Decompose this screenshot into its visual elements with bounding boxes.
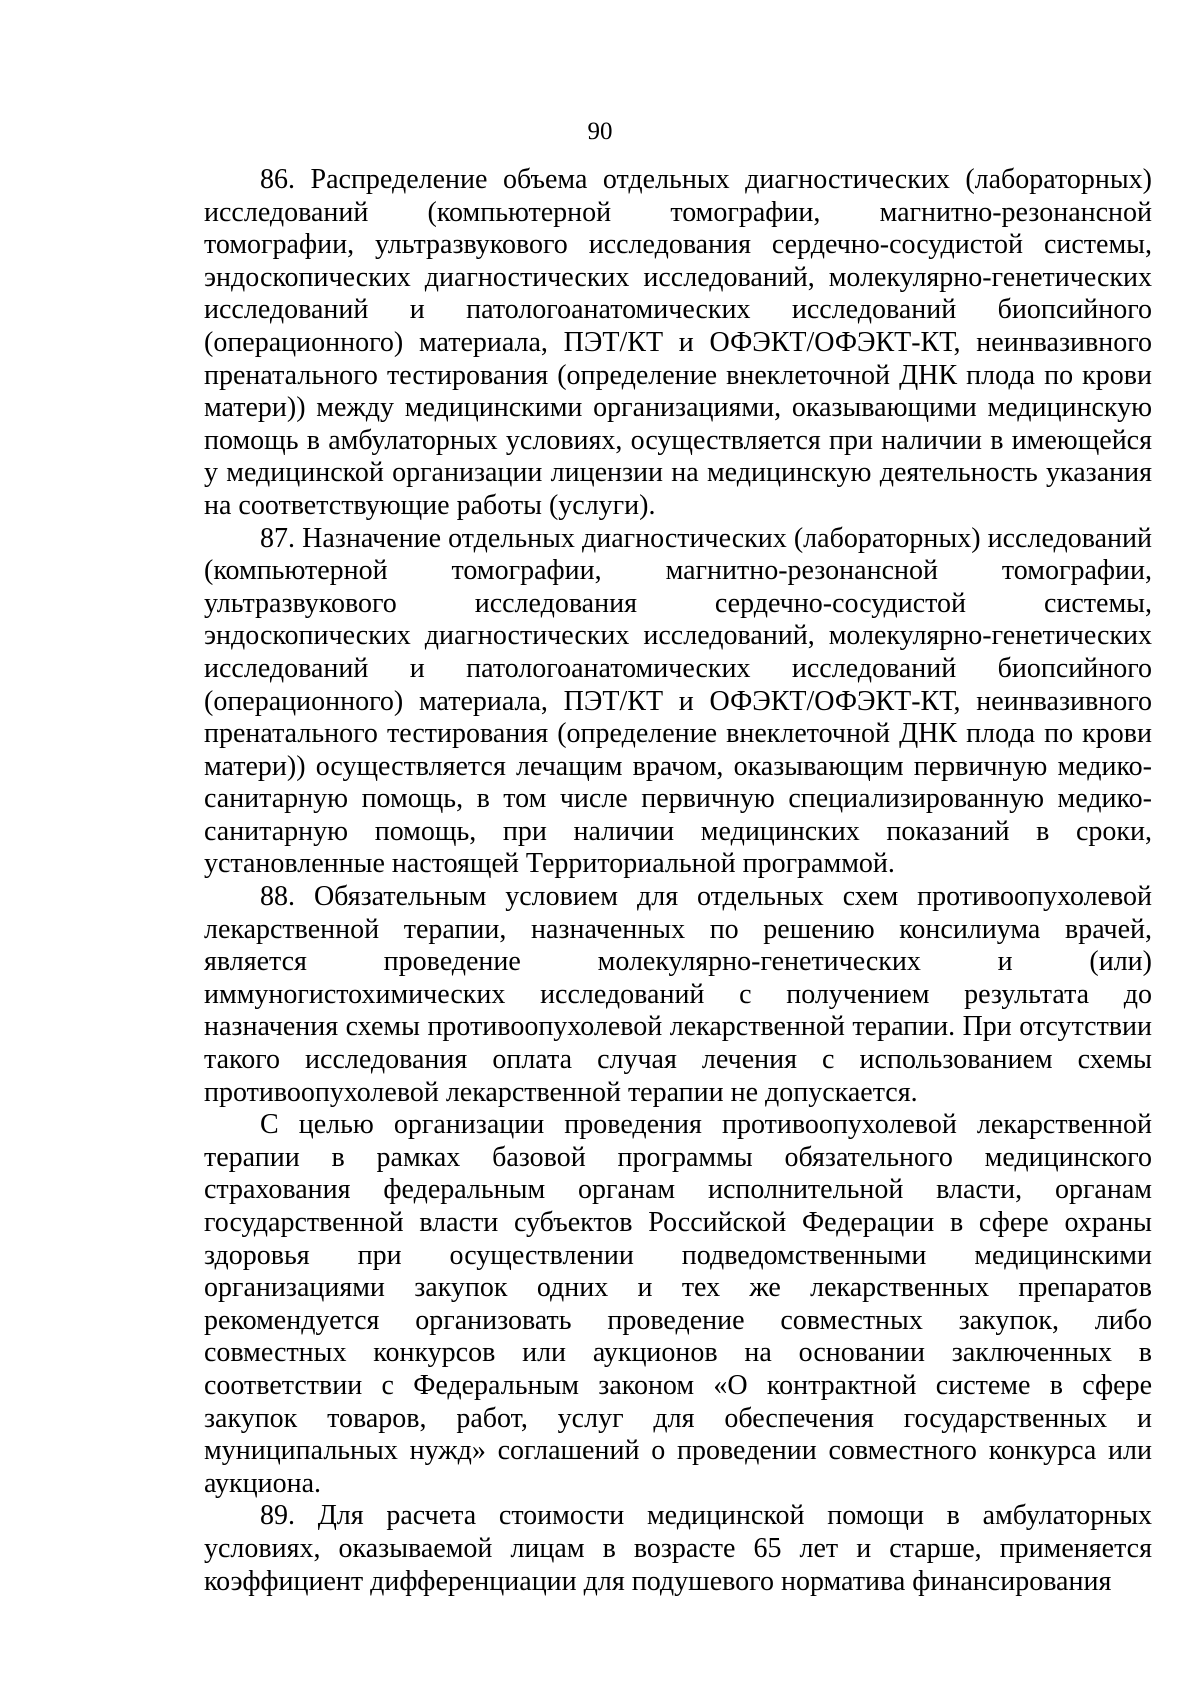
paragraph-88: 88. Обязательным условием для отдельных схем противоопухолевой лекарственной терапии, назначенных по решению консилиума врачей, является проведение молекулярно-генетических и (или) иммуногистохимических исследований с получением результата до назначения схемы противоопухолевой лекарственной терапии. При отсутствии такого исследования оплата случая лечения с использованием схемы противоопухолевой лекарственной терапии не допускается. bbox=[204, 881, 1152, 1108]
paragraph-88-continued: С целью организации проведения противоопухолевой лекарственной терапии в рамках базовой программы обязательного медицинского страхования федеральным органам исполнительной власти, органам государственной власти субъектов Российской Федерации в сфере охраны здоровья при осуществлении подведомственными медицинскими организациями закупок одних и тех же лекарственных препаратов рекомендуется организовать проведение совместных закупок, либо совместных конкурсов или аукционов на основании заключенных в соответствии с Федеральным законом «О контрактной системе в сфере закупок товаров, работ, услуг для обеспечения государственных и муниципальных нужд» соглашений о проведении совместного конкурса или аукциона. bbox=[204, 1109, 1152, 1499]
page-number: 90 bbox=[587, 118, 613, 145]
paragraph-86: 86. Распределение объема отдельных диагностических (лабораторных) исследований (компьютерной томографии, магнитно-резонансной томографии, ультразвукового исследования сердечно-сосудистой системы, эндоскопических диагностических исследований, молекулярно-генетических исследований и патологоанатомических исследований биопсийного (операционного) материала, ПЭТ/КТ и ОФЭКТ/ОФЭКТ-КТ, неинвазивного пренатального тестирования (определение внеклеточной ДНК плода по крови матери)) между медицинскими организациями, оказывающими медицинскую помощь в амбулаторных условиях, осуществляется при наличии в имеющейся у медицинской организации лицензии на медицинскую деятельность указания на соответствующие работы (услуги). bbox=[204, 164, 1152, 521]
paragraph-89: 89. Для расчета стоимости медицинской помощи в амбулаторных условиях, оказываемой лицам в возрасте 65 лет и старше, применяется коэффициент дифференциации для подушевого норматива финансирования bbox=[204, 1500, 1152, 1597]
document-body bbox=[204, 164, 1152, 1598]
paragraph-87: 87. Назначение отдельных диагностических (лабораторных) исследований (компьютерной томографии, магнитно-резонансной томографии, ультразвукового исследования сердечно-сосудистой системы, эндоскопических диагностических исследований, молекулярно-генетических исследований и патологоанатомических исследований биопсийного (операционного) материала, ПЭТ/КТ и ОФЭКТ/ОФЭКТ-КТ, неинвазивного пренатального тестирования (определение внеклеточной ДНК плода по крови матери)) осуществляется лечащим врачом, оказывающим первичную медико-санитарную помощь, в том числе первичную специализированную медико-санитарную помощь, при наличии медицинских показаний в сроки, установленные настоящей Территориальной программой. bbox=[204, 522, 1152, 880]
